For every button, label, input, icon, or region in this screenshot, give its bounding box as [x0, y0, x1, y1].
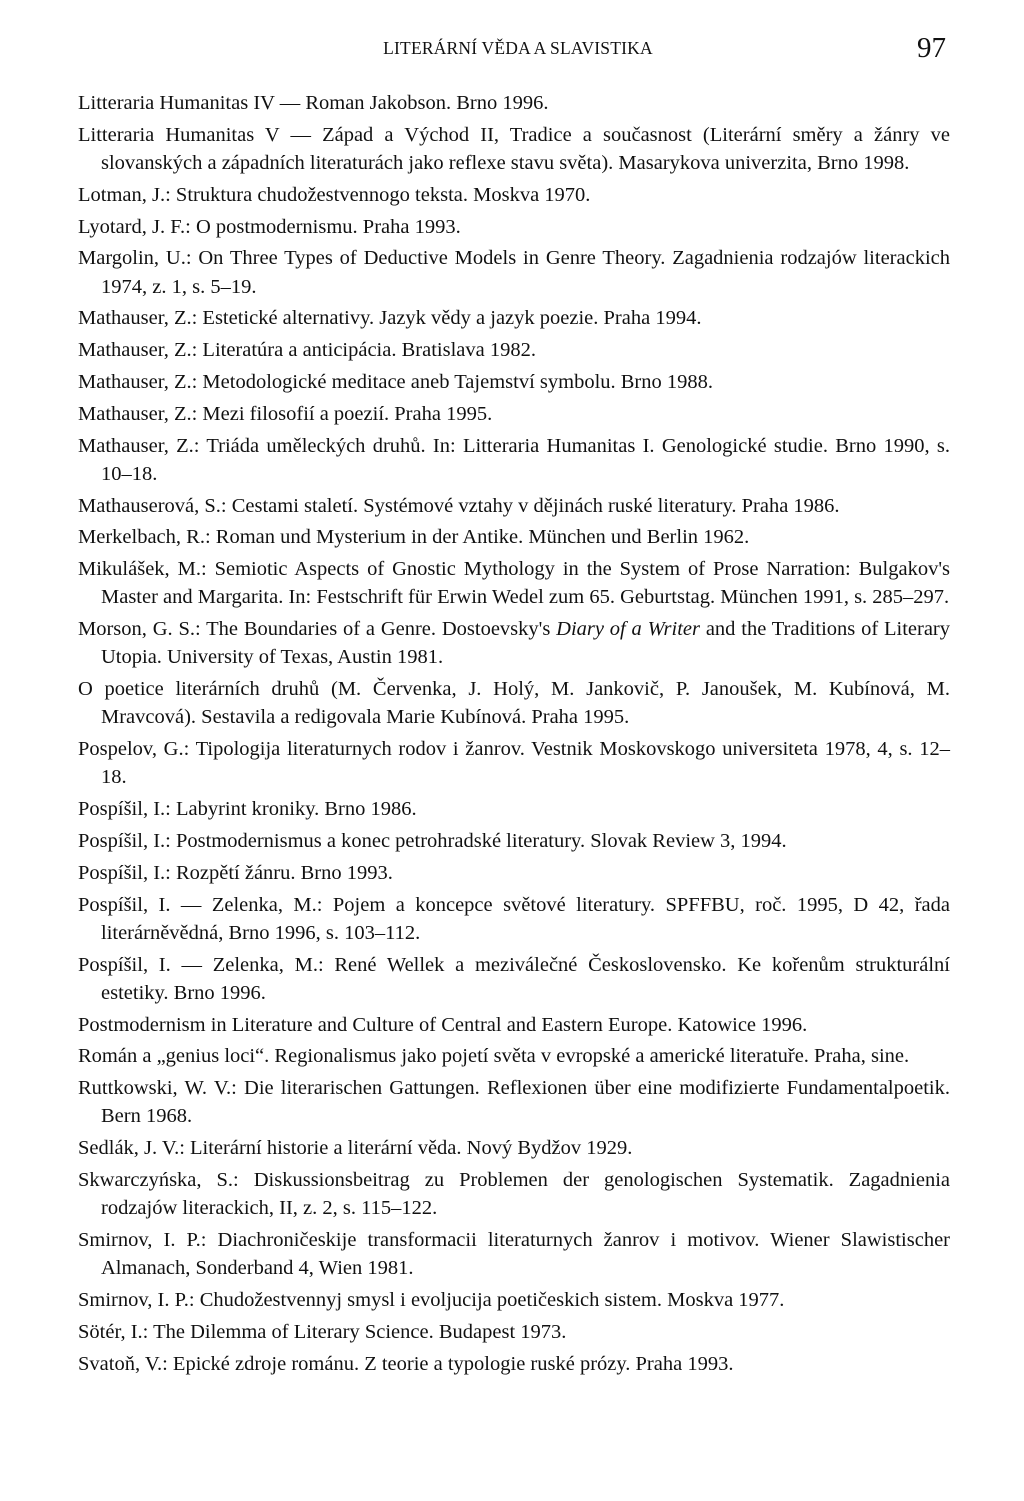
entry-text: O poetice literárních druhů (M. Červenka, J. Holý, M. Jankovič, P. Janoušek, M. Kubínová, M. Mravcová). Sestavila a redigovala Marie Kubínová. Praha 1995. [78, 678, 950, 729]
bibliography-entry [78, 244, 950, 300]
entry-text: Mathauser, Z.: Estetické alternativy. Jazyk vědy a jazyk poezie. Praha 1994. [78, 307, 702, 330]
bibliography-entry [78, 891, 950, 947]
entry-text: Pospíšil, I.: Postmodernismus a konec petrohradské literatury. Slovak Review 3, 1994. [78, 829, 787, 852]
entry-text: Svatoň, V.: Epické zdroje románu. Z teorie a typologie ruské prózy. Praha 1993. [78, 1352, 734, 1375]
entry-text: Lyotard, J. F.: O postmodernismu. Praha 1993. [78, 215, 461, 238]
bibliography-entry [78, 492, 950, 520]
entry-text: Mikulášek, M.: Semiotic Aspects of Gnostic Mythology in the System of Prose Narration: Bulgakov's Master and Margarita. In: Festschrift für Erwin Wedel zum 65. Geburtstag. München 1991, s. 285–297. [78, 558, 950, 609]
bibliography-entry [78, 336, 950, 364]
bibliography-entry [78, 1042, 950, 1070]
entry-text: Litteraria Humanitas V — Západ a Východ II, Tradice a současnost (Literární směry a žánry ve slovanských a západních literaturách jako reflexe stavu světa). Masarykova univerzita, Brno 1998. [78, 123, 950, 174]
entry-text: Pospelov, G.: Tipologija literaturnych rodov i žanrov. Vestnik Moskovskogo universiteta 1978, 4, s. 12–18. [78, 738, 950, 789]
bibliography-entry [78, 181, 950, 209]
bibliography-entry [78, 1286, 950, 1314]
entry-text: Sötér, I.: The Dilemma of Literary Science. Budapest 1973. [78, 1320, 567, 1343]
entry-text: Lotman, J.: Struktura chudožestvennogo teksta. Moskva 1970. [78, 183, 591, 206]
bibliography-entry [78, 304, 950, 332]
entry-text: Ruttkowski, W. V.: Die literarischen Gattungen. Reflexionen über eine modifizierte Fundamentalpoetik. Bern 1968. [78, 1077, 950, 1128]
bibliography-entry [78, 795, 950, 823]
bibliography-entry [78, 213, 950, 241]
running-head [78, 34, 958, 68]
entry-text: Morson, G. S.: The Boundaries of a Genre. Dostoevsky's [78, 618, 557, 641]
entry-text: Smirnov, I. P.: Chudožestvennyj smysl i evoljucija poetičeskich sistem. Moskva 1977. [78, 1288, 785, 1311]
page-number: 97 [917, 32, 946, 64]
entry-text: Skwarczyńska, S.: Diskussionsbeitrag zu Problemen der genologischen Systematik. Zagadnienia rodzajów literackich, II, z. 2, s. 115–122. [78, 1168, 950, 1220]
entry-text: Román a „genius loci“. Regionalismus jako pojetí světa v evropské a americké literatuře. Praha, sine. [78, 1045, 910, 1068]
entry-text: Pospíšil, I.: Rozpětí žánru. Brno 1993. [78, 861, 393, 884]
bibliography-entry [78, 827, 950, 855]
bibliography-list [78, 89, 950, 1378]
entry-text: Sedlák, J. V.: Literární historie a literární věda. Nový Bydžov 1929. [78, 1137, 633, 1160]
entry-text: Postmodernism in Literature and Culture of Central and Eastern Europe. Katowice 1996. [78, 1013, 808, 1036]
entry-text: Mathauser, Z.: Mezi filosofií a poezií. Praha 1995. [78, 402, 493, 425]
entry-text: and the Traditions of Literary Utopia. University of Texas, Austin 1981. [101, 618, 951, 669]
bibliography-entry [78, 1226, 950, 1282]
bibliography-entry [78, 1318, 950, 1346]
entry-text: Mathauser, Z.: Literatúra a anticipácia. Bratislava 1982. [78, 339, 536, 362]
bibliography-entry [78, 735, 950, 791]
bibliography-entry [78, 1350, 950, 1378]
entry-text: Smirnov, I. P.: Diachroničeskije transformacii literaturnych žanrov i motivov. Wiener Slawistischer Almanach, Sonderband 4, Wien 1981. [78, 1228, 950, 1280]
entry-text: Merkelbach, R.: Roman und Mysterium in der Antike. München und Berlin 1962. [78, 526, 750, 549]
bibliography-entry [78, 89, 950, 117]
bibliography-entry [78, 368, 950, 396]
bibliography-entry [78, 615, 950, 671]
bibliography-entry [78, 859, 950, 887]
bibliography-entry [78, 951, 950, 1007]
bibliography-entry [78, 432, 950, 488]
bibliography-entry [78, 523, 950, 551]
entry-title-italic: Diary of a Writer [556, 618, 701, 641]
entry-text: Mathauserová, S.: Cestami staletí. Systémové vztahy v dějinách ruské literatury. Praha 1986. [78, 494, 840, 517]
entry-text: Mathauser, Z.: Metodologické meditace aneb Tajemství symbolu. Brno 1988. [78, 370, 714, 393]
bibliography-entry [78, 1074, 950, 1130]
bibliography-entry [78, 1134, 950, 1162]
bibliography-entry [78, 675, 950, 731]
bibliography-entry [78, 1011, 950, 1039]
entry-text: Mathauser, Z.: Triáda uměleckých druhů. In: Litteraria Humanitas I. Genologické studie. Brno 1990, s. 10–18. [78, 434, 950, 485]
running-title: LITERÁRNÍ VĚDA A SLAVISTIKA [383, 38, 653, 58]
entry-text: Margolin, U.: On Three Types of Deductive Models in Genre Theory. Zagadnienia rodzajów literackich 1974, z. 1, s. 5–19. [78, 247, 950, 298]
bibliography-entry [78, 400, 950, 428]
entry-text: Pospíšil, I. — Zelenka, M.: Pojem a koncepce světové literatury. SPFFBU, roč. 1995, D 42, řada literárněvědná, Brno 1996, s. 103–112. [78, 893, 950, 944]
entry-text: Pospíšil, I.: Labyrint kroniky. Brno 1986. [78, 798, 417, 821]
entry-text: Litteraria Humanitas IV — Roman Jakobson. Brno 1996. [78, 92, 549, 114]
entry-text: Pospíšil, I. — Zelenka, M.: René Wellek a meziválečné Československo. Ke kořenům strukturální estetiky. Brno 1996. [78, 953, 950, 1004]
bibliography-entry [78, 121, 950, 177]
bibliography-entry [78, 555, 950, 611]
bibliography-entry [78, 1166, 950, 1222]
